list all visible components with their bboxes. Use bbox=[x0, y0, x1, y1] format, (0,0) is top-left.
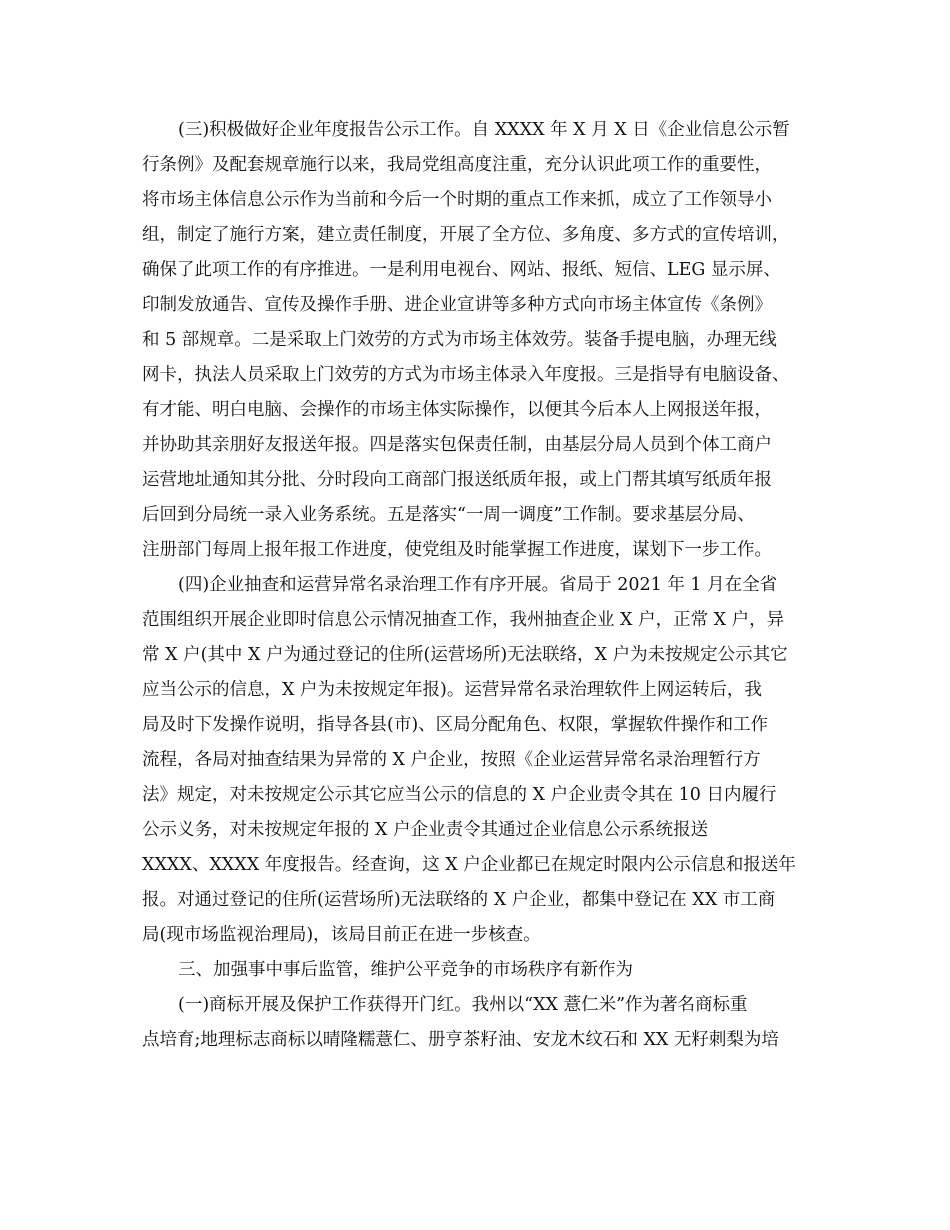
paragraph-line: 后回到分局统一录入业务系统。五是落实“一周一调度”工作制。要求基层分局、 bbox=[142, 505, 755, 525]
paragraph-line: 常 X 户(其中 X 户为通过登记的住所(运营场所)无法联络，X 户为未按规定公示其它 bbox=[142, 645, 788, 665]
paragraph-line: 注册部门每周上报年报工作进度，使党组及时能掌握工作进度，谋划下一步工作。 bbox=[142, 540, 772, 560]
paragraph-line: 有才能、明白电脑、会操作的市场主体实际操作，以便其今后本人上网报送年报， bbox=[142, 400, 772, 420]
paragraph-line: 公示义务，对未按规定年报的 X 户企业责令其通过企业信息公示系统报送 bbox=[142, 820, 709, 840]
paragraph-line: 确保了此项工作的有序推进。一是利用电视台、网站、报纸、短信、LEG 显示屏、 bbox=[142, 260, 781, 280]
paragraph-line: 报。对通过登记的住所(运营场所)无法联络的 X 户企业，都集中登记在 XX 市工商 bbox=[142, 890, 776, 910]
paragraph-line: 流程，各局对抽查结果为异常的 X 户企业，按照《企业运营异常名录治理暂行方 bbox=[142, 750, 761, 770]
section-heading: 三、加强事中事后监管，维护公平竞争的市场秩序有新作为 bbox=[178, 960, 633, 980]
paragraph-line: (四)企业抽查和运营异常名录治理工作有序开展。省局于 2021 年 1 月在全省 bbox=[178, 575, 778, 595]
paragraph-line: (一)商标开展及保护工作获得开门红。我州以“XX 薏仁米”作为著名商标重 bbox=[178, 995, 748, 1015]
paragraph-line: 法》规定，对未按规定公示其它应当公示的信息的 X 户企业责令其在 10 日内履行 bbox=[142, 785, 777, 805]
paragraph-line: XXXX、XXXX 年度报告。经查询，这 X 户企业都已在规定时限内公示信息和报送年 bbox=[142, 855, 796, 875]
paragraph-line: (三)积极做好企业年度报告公示工作。自 XXXX 年 X 月 X 日《企业信息公示暂 bbox=[178, 120, 790, 140]
paragraph-line: 运营地址通知其分批、分时段向工商部门报送纸质年报，或上门帮其填写纸质年报 bbox=[142, 470, 772, 490]
paragraph-line: 行条例》及配套规章施行以来，我局党组高度注重，充分认识此项工作的重要性， bbox=[142, 155, 772, 175]
paragraph-line: 局(现市场监视治理局)，该局目前正在进一步核查。 bbox=[142, 925, 541, 945]
paragraph-line: 印制发放通告、宣传及操作手册、进企业宣讲等多种方式向市场主体宣传《条例》 bbox=[142, 295, 772, 315]
paragraph-line: 局及时下发操作说明，指导各县(市)、区局分配角色、权限，掌握软件操作和工作 bbox=[142, 715, 769, 735]
paragraph-line: 和 5 部规章。二是采取上门效劳的方式为市场主体效劳。装备手提电脑，办理无线 bbox=[142, 330, 777, 350]
paragraph-line: 将市场主体信息公示作为当前和今后一个时期的重点工作来抓，成立了工作领导小 bbox=[142, 190, 772, 210]
paragraph-line: 并协助其亲朋好友报送年报。四是落实包保责任制，由基层分局人员到个体工商户 bbox=[142, 435, 772, 455]
paragraph-line: 点培育;地理标志商标以晴隆糯薏仁、册亨茶籽油、安龙木纹石和 XX 无籽刺梨为培 bbox=[142, 1030, 779, 1050]
paragraph-line: 网卡，执法人员采取上门效劳的方式为市场主体录入年度报。三是指导有电脑设备、 bbox=[142, 365, 790, 385]
document-body bbox=[142, 113, 802, 1058]
paragraph-line: 范围组织开展企业即时信息公示情况抽查工作，我州抽查企业 X 户，正常 X 户，异 bbox=[142, 610, 785, 630]
paragraph-line: 组，制定了施行方案，建立责任制度，开展了全方位、多角度、多方式的宣传培训， bbox=[142, 225, 790, 245]
paragraph-line: 应当公示的信息，X 户为未按规定年报)。运营异常名录治理软件上网运转后，我 bbox=[142, 680, 762, 700]
